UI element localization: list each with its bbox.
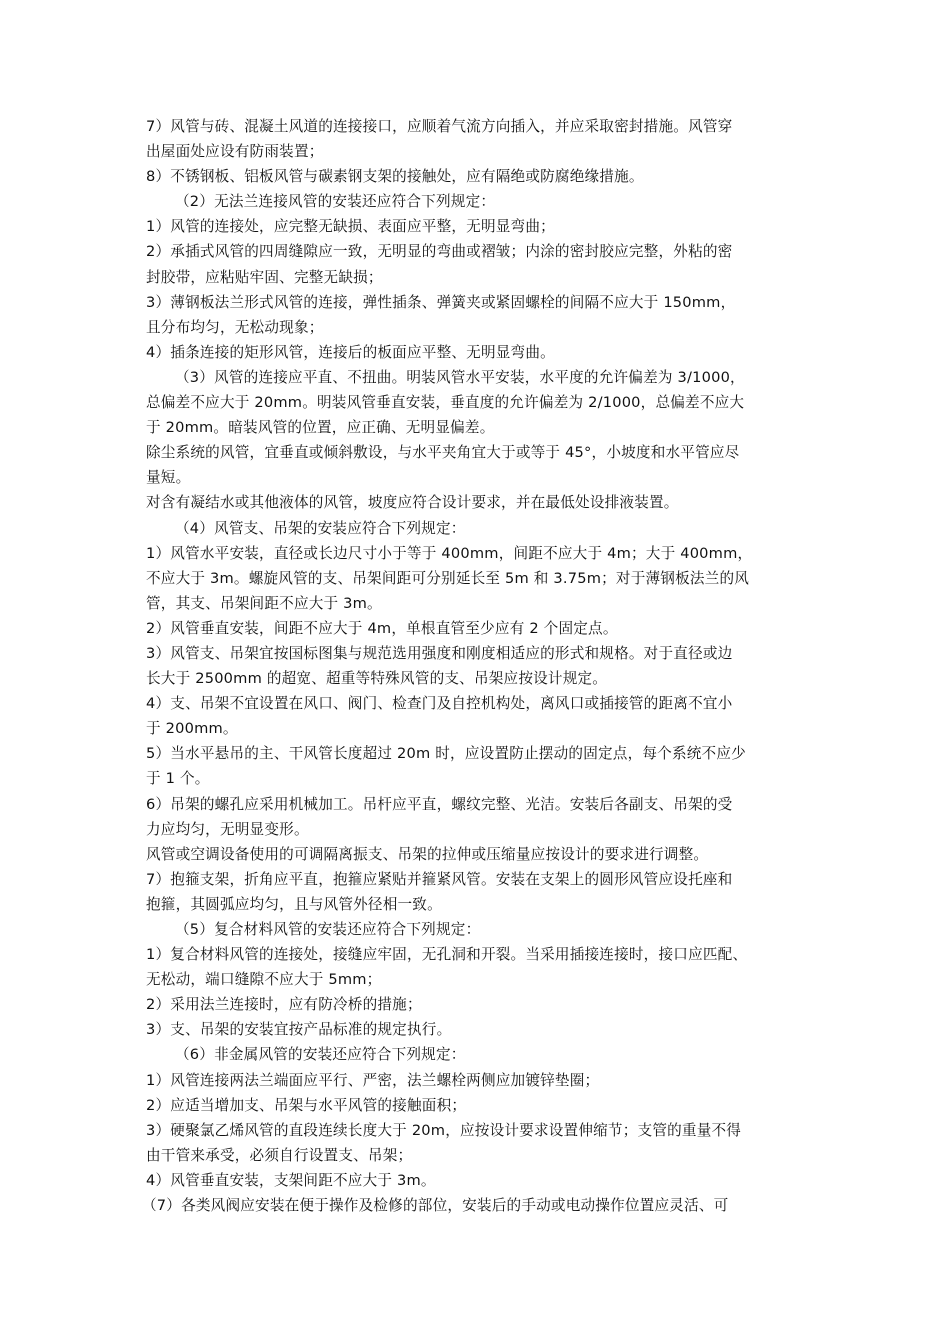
text-line: 总偏差不应大于 20mm。明装风管垂直安装，垂直度的允许偏差为 2/1000，总偏差不应大 — [146, 394, 745, 412]
text-line: 3）薄钢板法兰形式风管的连接，弹性插条、弹簧夹或紧固螺栓的间隔不应大于 150mm， — [146, 293, 736, 311]
text-line: 风管或空调设备使用的可调隔离振支、吊架的拉伸或压缩量应按设计的要求进行调整。 — [146, 845, 709, 863]
text-line: 6）吊架的螺孔应采用机械加工。吊杆应平直，螺纹完整、光洁。安装后各副支、吊架的受 — [146, 795, 733, 813]
text-line: 于 1 个。 — [146, 770, 210, 788]
text-line: 无松动，端口缝隙不应大于 5mm； — [146, 971, 382, 989]
text-line: 3）风管支、吊架宜按国标图集与规范选用强度和刚度相适应的形式和规格。对于直径或边 — [146, 644, 733, 662]
text-line: 2）应适当增加支、吊架与水平风管的接触面积； — [146, 1096, 467, 1114]
document-page — [142, 114, 814, 1218]
section-heading: （7）各类风阀应安装在便于操作及检修的部位，安装后的手动或电动操作位置应灵活、可 — [142, 1197, 729, 1215]
text-line: 7）风管与砖、混凝土风道的连接接口，应顺着气流方向插入，并应采取密封措施。风管穿 — [146, 118, 733, 135]
text-line: 且分布均匀，无松动现象； — [146, 318, 324, 336]
section-heading: （3）风管的连接应平直、不扭曲。明装风管水平安装，水平度的允许偏差为 3/1000， — [175, 368, 745, 386]
text-line: 力应均匀，无明显变形。 — [146, 820, 309, 838]
text-line: 8）不锈钢板、铝板风管与碳素钢支架的接触处，应有隔绝或防腐绝缘措施。 — [146, 168, 644, 186]
section-heading: （4）风管支、吊架的安装应符合下列规定： — [175, 519, 466, 537]
text-line: 于 200mm。 — [146, 720, 238, 738]
text-line: 量短。 — [146, 469, 191, 487]
text-line: 2）采用法兰连接时，应有防冷桥的措施； — [146, 996, 422, 1014]
text-line: 抱箍，其圆弧应均匀，且与风管外径相一致。 — [146, 895, 442, 913]
text-line: 长大于 2500mm 的超宽、超重等特殊风管的支、吊架应按设计规定。 — [146, 670, 608, 688]
text-line: 对含有凝结水或其他液体的风管，坡度应符合设计要求，并在最低处设排液装置。 — [146, 494, 679, 512]
text-line: 4）支、吊架不宜设置在风口、阀门、检查门及自控机构处，离风口或插接管的距离不宜小 — [146, 695, 733, 713]
text-line: 3）硬聚氯乙烯风管的直段连续长度大于 20m，应按设计要求设置伸缩节；支管的重量不得 — [146, 1121, 742, 1139]
text-line: 不应大于 3m。螺旋风管的支、吊架间距可分别延长至 5m 和 3.75m；对于薄钢板法兰的风 — [146, 569, 750, 587]
text-line: 7）抱箍支架，折角应平直，抱箍应紧贴并箍紧风管。安装在支架上的圆形风管应设托座和 — [146, 870, 733, 888]
text-line: 2）承插式风管的四周缝隙应一致，无明显的弯曲或褶皱；内涂的密封胶应完整，外粘的密 — [146, 243, 733, 261]
text-line: 5）当水平悬吊的主、干风管长度超过 20m 时，应设置防止摆动的固定点，每个系统不应少 — [146, 745, 746, 763]
text-line: 于 20mm。暗装风管的位置，应正确、无明显偏差。 — [146, 419, 495, 437]
section-heading: （2）无法兰连接风管的安装还应符合下列规定： — [175, 193, 496, 211]
text-line: 1）风管的连接处，应完整无缺损、表面应平整，无明显弯曲； — [146, 218, 555, 236]
text-line: 管，其支、吊架间距不应大于 3m。 — [146, 594, 382, 612]
text-line: 1）风管水平安装，直径或长边尺寸小于等于 400mm，间距不应大于 4m；大于 400mm， — [146, 544, 753, 562]
section-heading: （6）非金属风管的安装还应符合下列规定： — [175, 1046, 466, 1064]
text-line: 由干管来承受，必须自行设置支、吊架； — [146, 1146, 413, 1164]
text-line: 4）插条连接的矩形风管，连接后的板面应平整、无明显弯曲。 — [146, 343, 555, 361]
text-line: 3）支、吊架的安装宜按产品标准的规定执行。 — [146, 1021, 452, 1039]
text-line: 除尘系统的风管，宜垂直或倾斜敷设，与水平夹角宜大于或等于 45°，小坡度和水平管应尽 — [146, 444, 740, 462]
text-line: 4）风管垂直安装，支架间距不应大于 3m。 — [146, 1171, 436, 1189]
text-line: 1）复合材料风管的连接处，接缝应牢固，无孔洞和开裂。当采用插接连接时，接口应匹配、 — [146, 946, 748, 964]
text-line: 出屋面处应设有防雨装置； — [146, 143, 324, 161]
text-line: 封胶带，应粘贴牢固、完整无缺损； — [146, 268, 383, 286]
text-line: 1）风管连接两法兰端面应平行、严密，法兰螺栓两侧应加镀锌垫圈； — [146, 1071, 600, 1089]
text-line: 2）风管垂直安装，间距不应大于 4m，单根直管至少应有 2 个固定点。 — [146, 619, 618, 637]
section-heading: （5）复合材料风管的安装还应符合下列规定： — [175, 921, 481, 938]
